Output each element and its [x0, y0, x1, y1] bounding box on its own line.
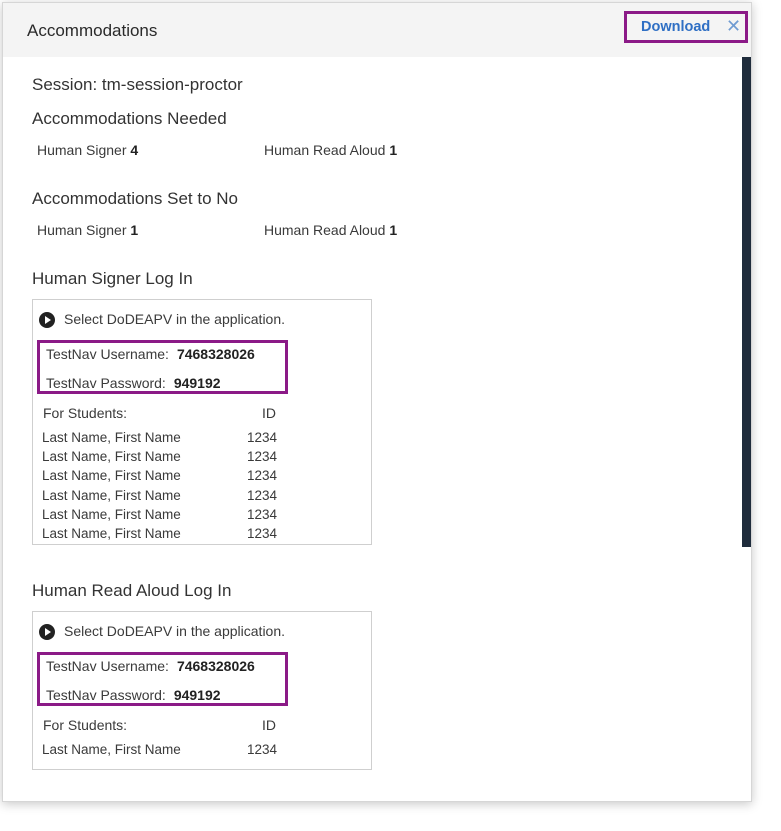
students-header: For Students:	[43, 405, 128, 421]
id-header: ID	[262, 405, 276, 421]
student-row	[42, 449, 342, 468]
session-title: Session: tm-session-proctor	[32, 75, 243, 94]
student-name: Last Name, First Name	[42, 526, 181, 541]
students-header: For Students:	[43, 717, 128, 733]
username-line: TestNav Username: 7468328026	[46, 658, 255, 674]
student-name: Last Name, First Name	[42, 507, 181, 522]
student-row	[42, 742, 342, 761]
password-value: 949192	[173, 687, 221, 703]
human-read-aloud-login-card	[32, 611, 372, 770]
student-row	[42, 430, 342, 449]
play-circle-icon	[39, 312, 55, 328]
student-id: 1234	[247, 449, 278, 464]
human-signer-login-heading: Human Signer Log In	[32, 269, 193, 288]
needed-human-signer: Human Signer 4	[37, 142, 139, 158]
instruction-text: Select DoDEAPV in the application.	[64, 311, 286, 327]
credentials-highlight	[37, 340, 288, 394]
student-row	[42, 488, 342, 507]
accommodations-set-to-no-heading: Accommodations Set to No	[32, 189, 238, 208]
no-human-signer: Human Signer 1	[37, 222, 139, 238]
download-button[interactable]: Download	[641, 19, 711, 35]
username-value: 7468328026	[176, 346, 255, 362]
student-name: Last Name, First Name	[42, 488, 181, 503]
modal-header	[3, 3, 751, 57]
human-read-aloud-login-heading: Human Read Aloud Log In	[32, 581, 232, 600]
modal-content	[3, 57, 741, 802]
student-id: 1234	[247, 468, 278, 483]
student-name: Last Name, First Name	[42, 468, 181, 483]
modal-title: Accommodations	[27, 21, 158, 40]
student-row	[42, 468, 342, 487]
student-id: 1234	[247, 488, 278, 503]
instruction-text: Select DoDEAPV in the application.	[64, 623, 286, 639]
close-icon[interactable]: ✕	[726, 16, 742, 36]
student-row	[42, 526, 342, 545]
student-name: Last Name, First Name	[42, 449, 181, 464]
student-id: 1234	[247, 526, 278, 541]
credentials-highlight	[37, 652, 288, 706]
no-human-read-aloud: Human Read Aloud 1	[264, 222, 398, 238]
scrollbar[interactable]	[742, 57, 752, 547]
play-circle-icon	[39, 624, 55, 640]
accommodations-needed-heading: Accommodations Needed	[32, 109, 227, 128]
needed-human-read-aloud: Human Read Aloud 1	[264, 142, 398, 158]
student-name: Last Name, First Name	[42, 742, 181, 757]
human-signer-login-card	[32, 299, 372, 545]
id-header: ID	[262, 717, 276, 733]
student-id: 1234	[247, 742, 278, 757]
username-value: 7468328026	[176, 658, 255, 674]
student-name: Last Name, First Name	[42, 430, 181, 445]
password-value: 949192	[173, 375, 221, 391]
student-id: 1234	[247, 430, 278, 445]
username-line: TestNav Username: 7468328026	[46, 346, 255, 362]
accommodations-modal	[2, 2, 752, 802]
password-line: TestNav Password: 949192	[46, 687, 221, 703]
student-row	[42, 507, 342, 526]
header-actions-highlight	[624, 11, 748, 43]
student-id: 1234	[247, 507, 278, 522]
password-line: TestNav Password: 949192	[46, 375, 221, 391]
